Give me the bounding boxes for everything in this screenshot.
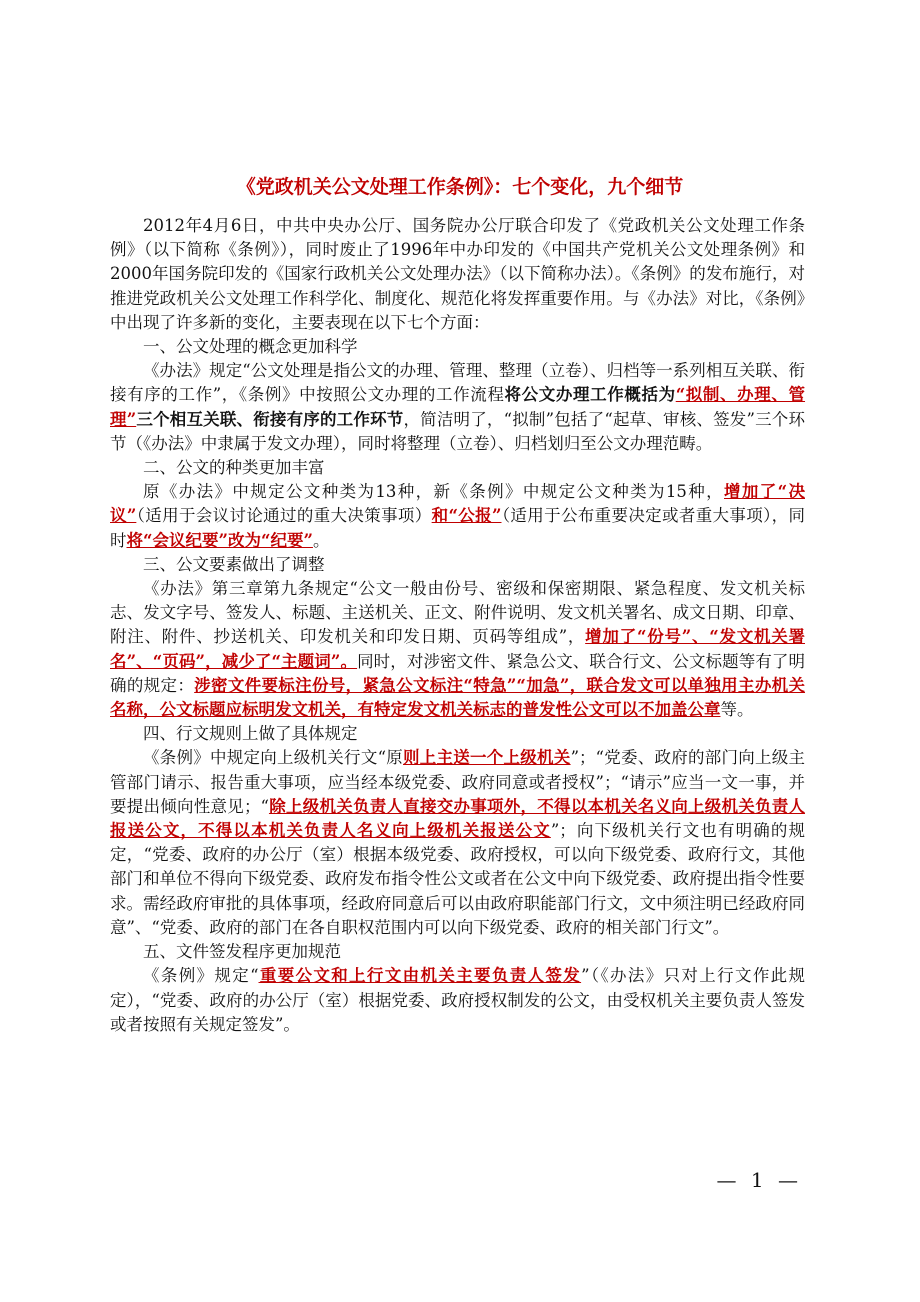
section-3-paragraph: 《办法》第三章第九条规定“公文一般由份号、密级和保密期限、紧急程度、发文机关标志、发文字号、签发人、标题、主送机关、正文、附件说明、发文机关署名、成文日期、印章、附注、附件、抄送机关、印发机关和印发日期、页码等组成”，增加了“份号”、“发文机关署名”、“页码”，减少了“主题词”。同时，对涉密文件、紧急公文、联合行文、公文标题等有了明确的规定：涉密文件要标注份号，紧急公文标注“特急”“加急”，联合发文可以单独用主办机关名称，公文标题应标明发文机关，有特定发文机关标志的普发性公文可以不加盖公章等。: [110, 579, 806, 720]
highlight-text: 将“会议纪要”改为“纪要”: [126, 530, 313, 550]
highlight-text: 和“公报”: [431, 506, 502, 526]
highlight-text: 重要公文和上行文由机关主要负责人签发: [258, 966, 582, 986]
section-5-paragraph: 《条例》规定“重要公文和上行文由机关主要负责人签发”（《办法》只对上行文作此规定），“党委、政府的办公厅（室）根据党委、政府授权制发的公文，由受权机关主要负责人签发或者按照有关规定签发”。: [110, 966, 806, 1034]
bold-text: 将公文办理工作概括为: [504, 385, 676, 405]
intro-paragraph: 2012年4月6日，中共中央办公厅、国务院办公厅联合印发了《党政机关公文处理工作条例》（以下简称《条例》），同时废止了1996年中办印发的《中国共产党机关公文处理条例》和2000年国务院印发的《国家行政机关公文处理办法》（以下简称办法）。《条例》的发布施行，对推进党政机关公文处理工作科学化、制度化、规范化将发挥重要作用。与《办法》对比，《条例》中出现了许多新的变化，主要表现在以下七个方面：: [110, 216, 805, 332]
section-5-heading: 五、文件签发程序更加规范: [143, 942, 341, 962]
document-title: 《党政机关公文处理工作条例》：七个变化，九个细节: [236, 176, 684, 198]
section-1-paragraph: 《办法》规定“公文处理是指公文的办理、管理、整理（立卷）、归档等一系列相互关联、衔接有序的工作”，《条例》中按照公文办理的工作流程将公文办理工作概括为“拟制、办理、管理”三个相互关联、衔接有序的工作环节，简洁明了，“拟制”包括了“起草、审核、签发”三个环节（《办法》中隶属于发文办理），同时将整理（立卷）、归档划归至公文办理范畴。: [110, 361, 806, 453]
section-2-paragraph: 原《办法》中规定公文种类为13种，新《条例》中规定公文种类为15种，增加了“决议”（适用于会议讨论通过的重大决策事项）和“公报”（适用于公布重要决定或者重大事项），同时将“会议纪要”改为“纪要”。: [110, 482, 806, 550]
section-4-heading: 四、行文规则上做了具体规定: [143, 724, 358, 744]
document-body: [110, 214, 805, 1037]
highlight-text: 则上主送一个上级机关: [403, 748, 571, 768]
section-1-heading: 一、公文处理的概念更加科学: [143, 337, 358, 357]
highlight-text: 涉密文件要标注份号，紧急公文标注“特急”“加急”，联合发文可以单独用主办机关名称，公文标题应标明发文机关，有特定发文机关标志的普发性公文可以不加盖公章: [110, 675, 806, 720]
section-2-heading: 二、公文的种类更加丰富: [143, 458, 325, 478]
highlight-text: 增加了“份号”、“发文机关署名”、“页码”，减少了“主题词”。: [110, 627, 805, 671]
highlight-text: 增加了“决议”: [110, 482, 805, 526]
bold-text: 三个相互关联、衔接有序的工作环节: [136, 409, 404, 429]
section-3-heading: 三、公文要素做出了调整: [143, 554, 325, 574]
highlight-text: 除上级机关负责人直接交办事项外，不得以本机关名义向上级机关负责人报送公文，不得以本机关负责人名义向上级机关报送公文: [110, 796, 806, 841]
section-4-paragraph: 《条例》中规定向上级机关行文“原则上主送一个上级机关”；“党委、政府的部门向上级主管部门请示、报告重大事项，应当经本级党委、政府同意或者授权”；“请示”应当一文一事，并要提出倾向性意见；“除上级机关负责人直接交办事项外，不得以本机关名义向上级机关负责人报送公文，不得以本机关负责人名义向上级机关报送公文”；向下级机关行文也有明确的规定，“党委、政府的办公厅（室）根据本级党委、政府授权，可以向下级党委、政府行文，其他部门和单位不得向下级党委、政府发布指令性公文或者在公文中向下级党委、政府提出指令性要求。需经政府审批的具体事项，经政府同意后可以由政府职能部门行文，文中须注明已经政府同意”、“党委、政府的部门在各自职权范围内可以向下级党委、政府的相关部门行文”。: [110, 748, 806, 937]
highlight-text: “拟制、办理、管理”: [110, 385, 806, 429]
page-number: — 1 —: [716, 1168, 802, 1192]
